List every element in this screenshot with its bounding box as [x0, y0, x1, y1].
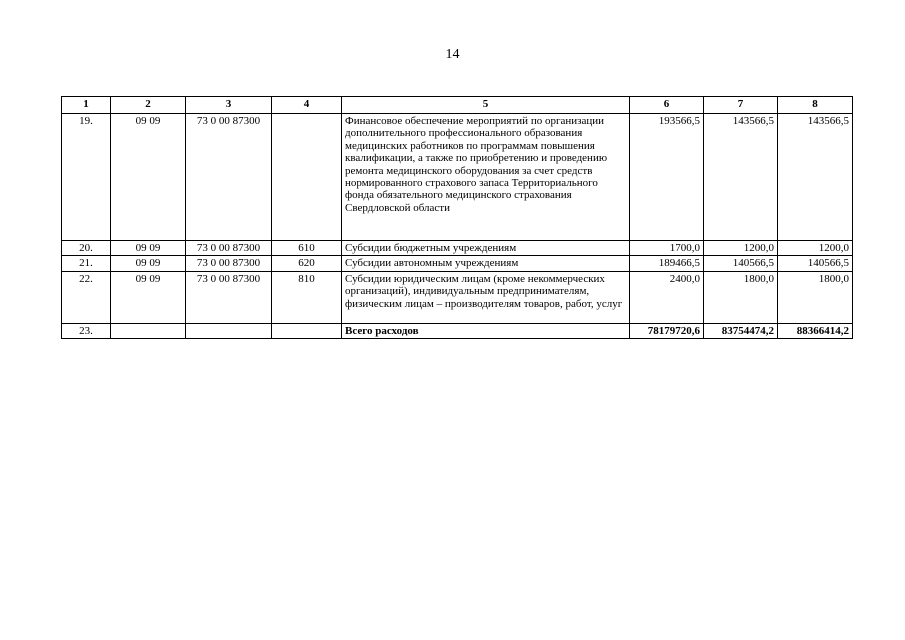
item-name: Субсидии бюджетным учреждениям: [342, 241, 630, 256]
item-name-text: Субсидии юридическим лицам (кроме некоммерческих организаций), индивидуальным предпринимателям, физическим лицам – производителям товаров, работ, услуг: [345, 272, 623, 310]
amount-col-6: 189466,5: [630, 256, 704, 271]
section-code: 09 09: [111, 114, 186, 241]
row-number: 23.: [62, 323, 111, 338]
amount-col-8: 140566,5: [778, 256, 853, 271]
table-row: [62, 256, 853, 271]
row-number: 20.: [62, 241, 111, 256]
column-header-8: 8: [778, 97, 853, 114]
amount-col-7: 1200,0: [704, 241, 778, 256]
amount-col-8: 1200,0: [778, 241, 853, 256]
expense-type-code: [272, 114, 342, 241]
column-header-4: 4: [272, 97, 342, 114]
row-number: 21.: [62, 256, 111, 271]
target-article-code: 73 0 00 87300: [186, 241, 272, 256]
total-col-7: 83754474,2: [704, 323, 778, 338]
amount-col-6: 1700,0: [630, 241, 704, 256]
amount-col-7: 140566,5: [704, 256, 778, 271]
item-name-text: Финансовое обеспечение мероприятий по организации дополнительного профессионального образования медицинских работников по программам повышения квалификации, а также по приобретению и проведению ремонта медицинского оборудования за счет средств нормированного страхового запаса Территориального фонда обязательного медицинского страхования Свердловской области: [345, 115, 608, 214]
column-header-7: 7: [704, 97, 778, 114]
amount-col-6: 2400,0: [630, 271, 704, 323]
target-article-code: [186, 323, 272, 338]
expense-type-code: 610: [272, 241, 342, 256]
amount-col-6: 193566,5: [630, 114, 704, 241]
section-code: 09 09: [111, 256, 186, 271]
target-article-code: 73 0 00 87300: [186, 256, 272, 271]
table-row: [62, 241, 853, 256]
target-article-code: 73 0 00 87300: [186, 271, 272, 323]
column-header-3: 3: [186, 97, 272, 114]
table-row: [62, 271, 853, 323]
total-label: Всего расходов: [342, 323, 630, 338]
section-code: 09 09: [111, 241, 186, 256]
row-number: 22.: [62, 271, 111, 323]
section-code: [111, 323, 186, 338]
total-row: [62, 323, 853, 338]
amount-col-7: 1800,0: [704, 271, 778, 323]
expense-type-code: 810: [272, 271, 342, 323]
column-header-1: 1: [62, 97, 111, 114]
page-number: 14: [445, 47, 460, 62]
amount-col-7: 143566,5: [704, 114, 778, 241]
section-code: 09 09: [111, 271, 186, 323]
column-header-6: 6: [630, 97, 704, 114]
target-article-code: 73 0 00 87300: [186, 114, 272, 241]
amount-col-8: 143566,5: [778, 114, 853, 241]
item-name: Субсидии автономным учреждениям: [342, 256, 630, 271]
amount-col-8: 1800,0: [778, 271, 853, 323]
total-col-8: 88366414,2: [778, 323, 853, 338]
item-name: [342, 271, 630, 323]
item-name: [342, 114, 630, 241]
budget-table: [61, 96, 853, 339]
table-row: [62, 114, 853, 241]
header-row: [62, 97, 853, 114]
column-header-2: 2: [111, 97, 186, 114]
total-col-6: 78179720,6: [630, 323, 704, 338]
row-number: 19.: [62, 114, 111, 241]
expense-type-code: [272, 323, 342, 338]
expense-type-code: 620: [272, 256, 342, 271]
column-header-5: 5: [342, 97, 630, 114]
